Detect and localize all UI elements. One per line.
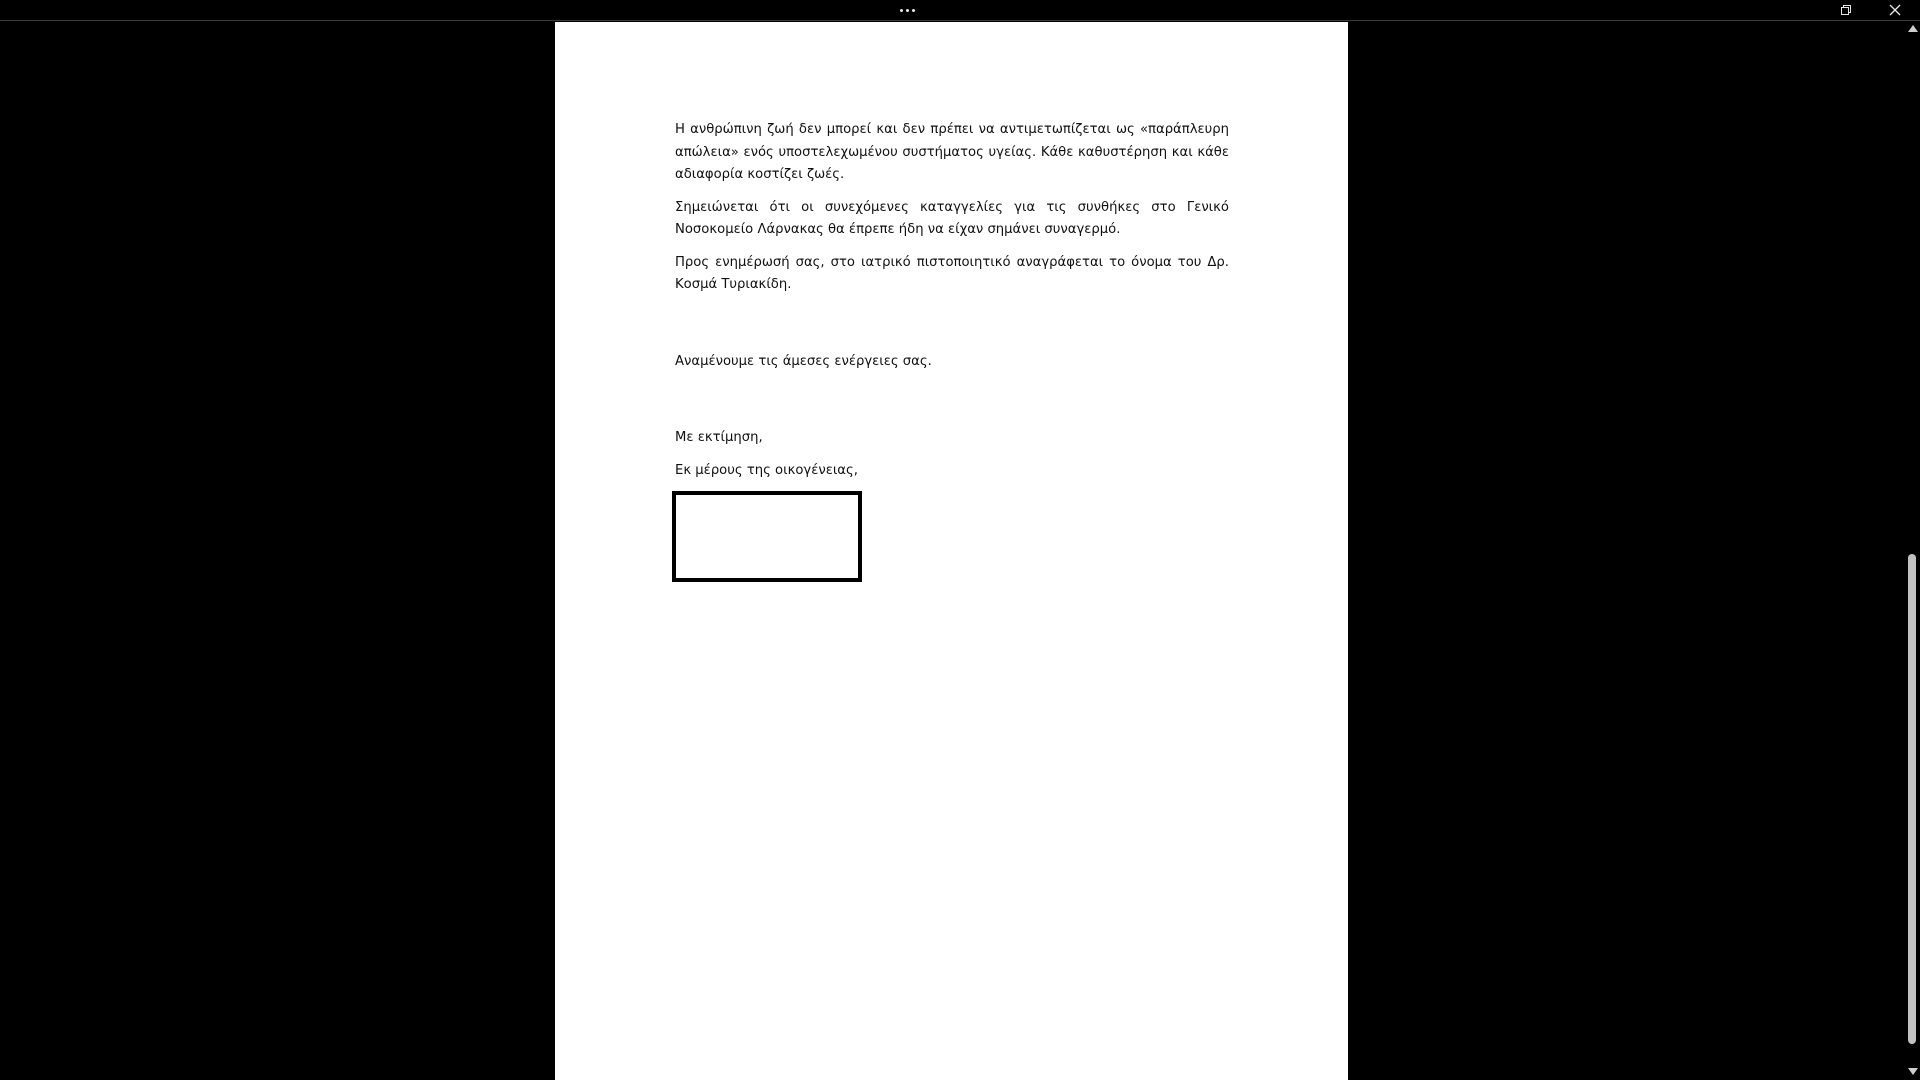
spacer (675, 307, 1229, 351)
scroll-down-arrow-icon[interactable] (1908, 1068, 1918, 1075)
close-icon (1889, 4, 1901, 16)
spacer (675, 383, 1229, 427)
document-viewport[interactable] (0, 21, 1905, 1080)
close-window-button[interactable] (1872, 0, 1918, 20)
document-body (675, 119, 1229, 492)
paragraph-1: Η ανθρώπινη ζωή δεν μπορεί και δεν πρέπει να αντιμετωπίζεται ως «παράπλευρη απώλεια» ενός υποστελεχωμένου συστήματος υγείας. Κάθε καθυστέρηση και κάθε αδιαφορία κοστίζει ζωές. (675, 122, 1229, 182)
more-horizontal-icon (906, 9, 909, 12)
scrollbar-thumb[interactable] (1908, 554, 1916, 1044)
regards-line: Με εκτίμηση, (675, 430, 763, 445)
more-horizontal-icon (900, 9, 903, 12)
on-behalf-line: Εκ μέρους της οικογένειας, (675, 462, 858, 478)
restore-window-icon (1840, 4, 1852, 16)
more-horizontal-icon (912, 9, 915, 12)
paragraph-3: Προς ενημέρωσή σας, στο ιατρικό πιστοποιητικό αναγράφεται το όνομα του Δρ. Κοσμά Τυριακίδη. (675, 254, 1229, 292)
closing-request: Αναμένουμε τις άμεσες ενέργειες σας. (675, 353, 932, 369)
more-options-button[interactable] (890, 0, 924, 20)
document-page (555, 22, 1348, 1080)
vertical-scrollbar[interactable] (1905, 21, 1920, 1080)
viewer-top-bar (0, 0, 1920, 21)
paragraph-2: Σημειώνεται ότι οι συνεχόμενες καταγγελίες για τις συνθήκες στο Γενικό Νοσοκομείο Λάρνακας θα έπρεπε ήδη να είχαν σημάνει συναγερμό. (675, 199, 1229, 237)
restore-window-button[interactable] (1823, 0, 1869, 20)
scroll-up-arrow-icon[interactable] (1908, 25, 1918, 32)
signature-box (672, 491, 862, 582)
